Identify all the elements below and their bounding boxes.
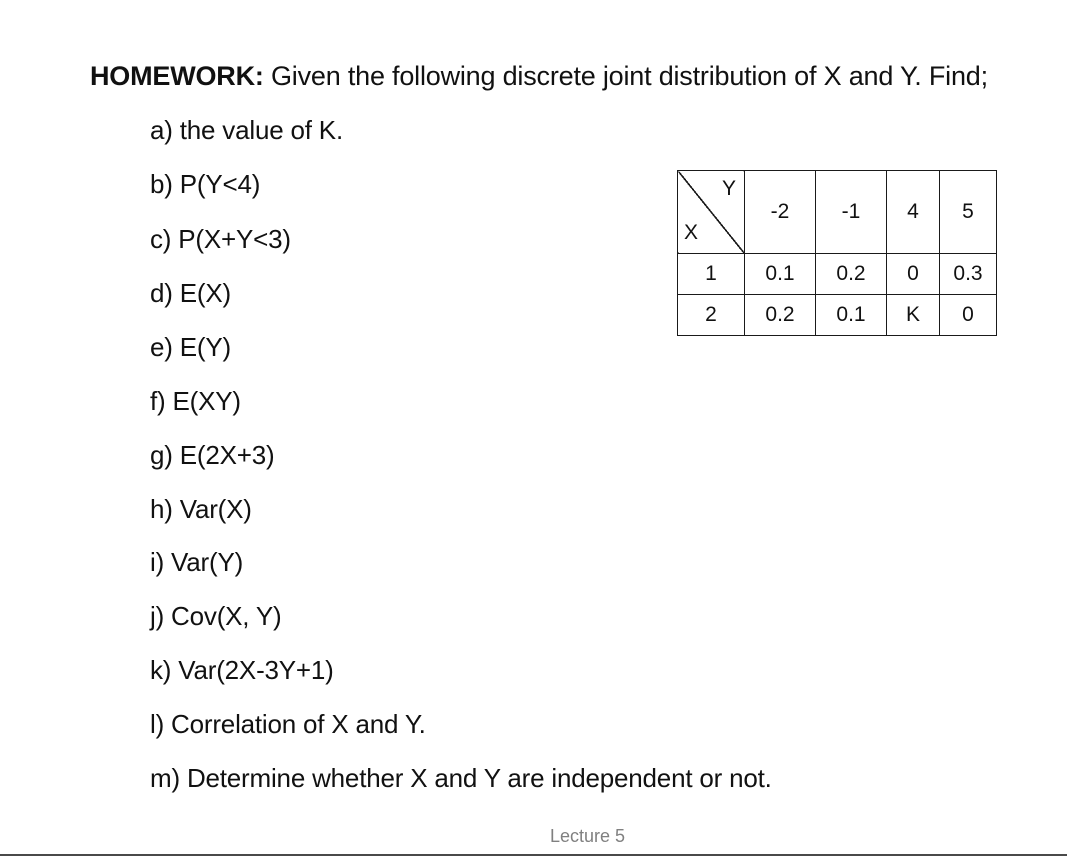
question-g: g) E(2X+3)	[150, 440, 275, 470]
footer-divider	[0, 854, 1067, 856]
question-d: d) E(X)	[150, 278, 231, 308]
x-value-cell: 2	[678, 295, 745, 336]
question-a: a) the value of K.	[150, 115, 343, 145]
heading-text: Given the following discrete joint distribution of X and Y. Find;	[263, 61, 988, 91]
x-value-cell: 1	[678, 254, 745, 295]
question-f: f) E(XY)	[150, 386, 241, 416]
probability-cell: 0.1	[816, 295, 887, 336]
probability-cell: 0.2	[745, 295, 816, 336]
joint-distribution-table	[677, 170, 997, 336]
question-i: i) Var(Y)	[150, 547, 244, 577]
y-value-header: -2	[745, 171, 816, 254]
y-value-header: 5	[940, 171, 997, 254]
question-l: l) Correlation of X and Y.	[150, 709, 426, 739]
y-value-header: 4	[887, 171, 940, 254]
probability-cell: K	[887, 295, 940, 336]
footer-lecture-label: Lecture 5	[550, 826, 626, 846]
heading-label: HOMEWORK:	[90, 61, 264, 91]
question-e: e) E(Y)	[150, 332, 231, 362]
col-variable-label: Y	[721, 177, 736, 200]
probability-cell: 0.1	[745, 254, 816, 295]
table-corner-cell	[678, 171, 745, 254]
question-m: m) Determine whether X and Y are independent or not.	[150, 763, 772, 793]
probability-cell: 0.2	[816, 254, 887, 295]
question-c: c) P(X+Y<3)	[150, 224, 291, 254]
table-row	[678, 295, 997, 336]
row-variable-label: X	[684, 221, 699, 244]
question-k: k) Var(2X-3Y+1)	[150, 655, 334, 685]
probability-cell: 0.3	[940, 254, 997, 295]
question-h: h) Var(X)	[150, 494, 252, 524]
y-value-header: -1	[816, 171, 887, 254]
table-header-row	[678, 171, 997, 254]
question-j: j) Cov(X, Y)	[150, 601, 282, 631]
probability-cell: 0	[940, 295, 997, 336]
question-b: b) P(Y<4)	[150, 169, 261, 199]
homework-heading	[90, 58, 988, 94]
table-row	[678, 254, 997, 295]
probability-cell: 0	[887, 254, 940, 295]
